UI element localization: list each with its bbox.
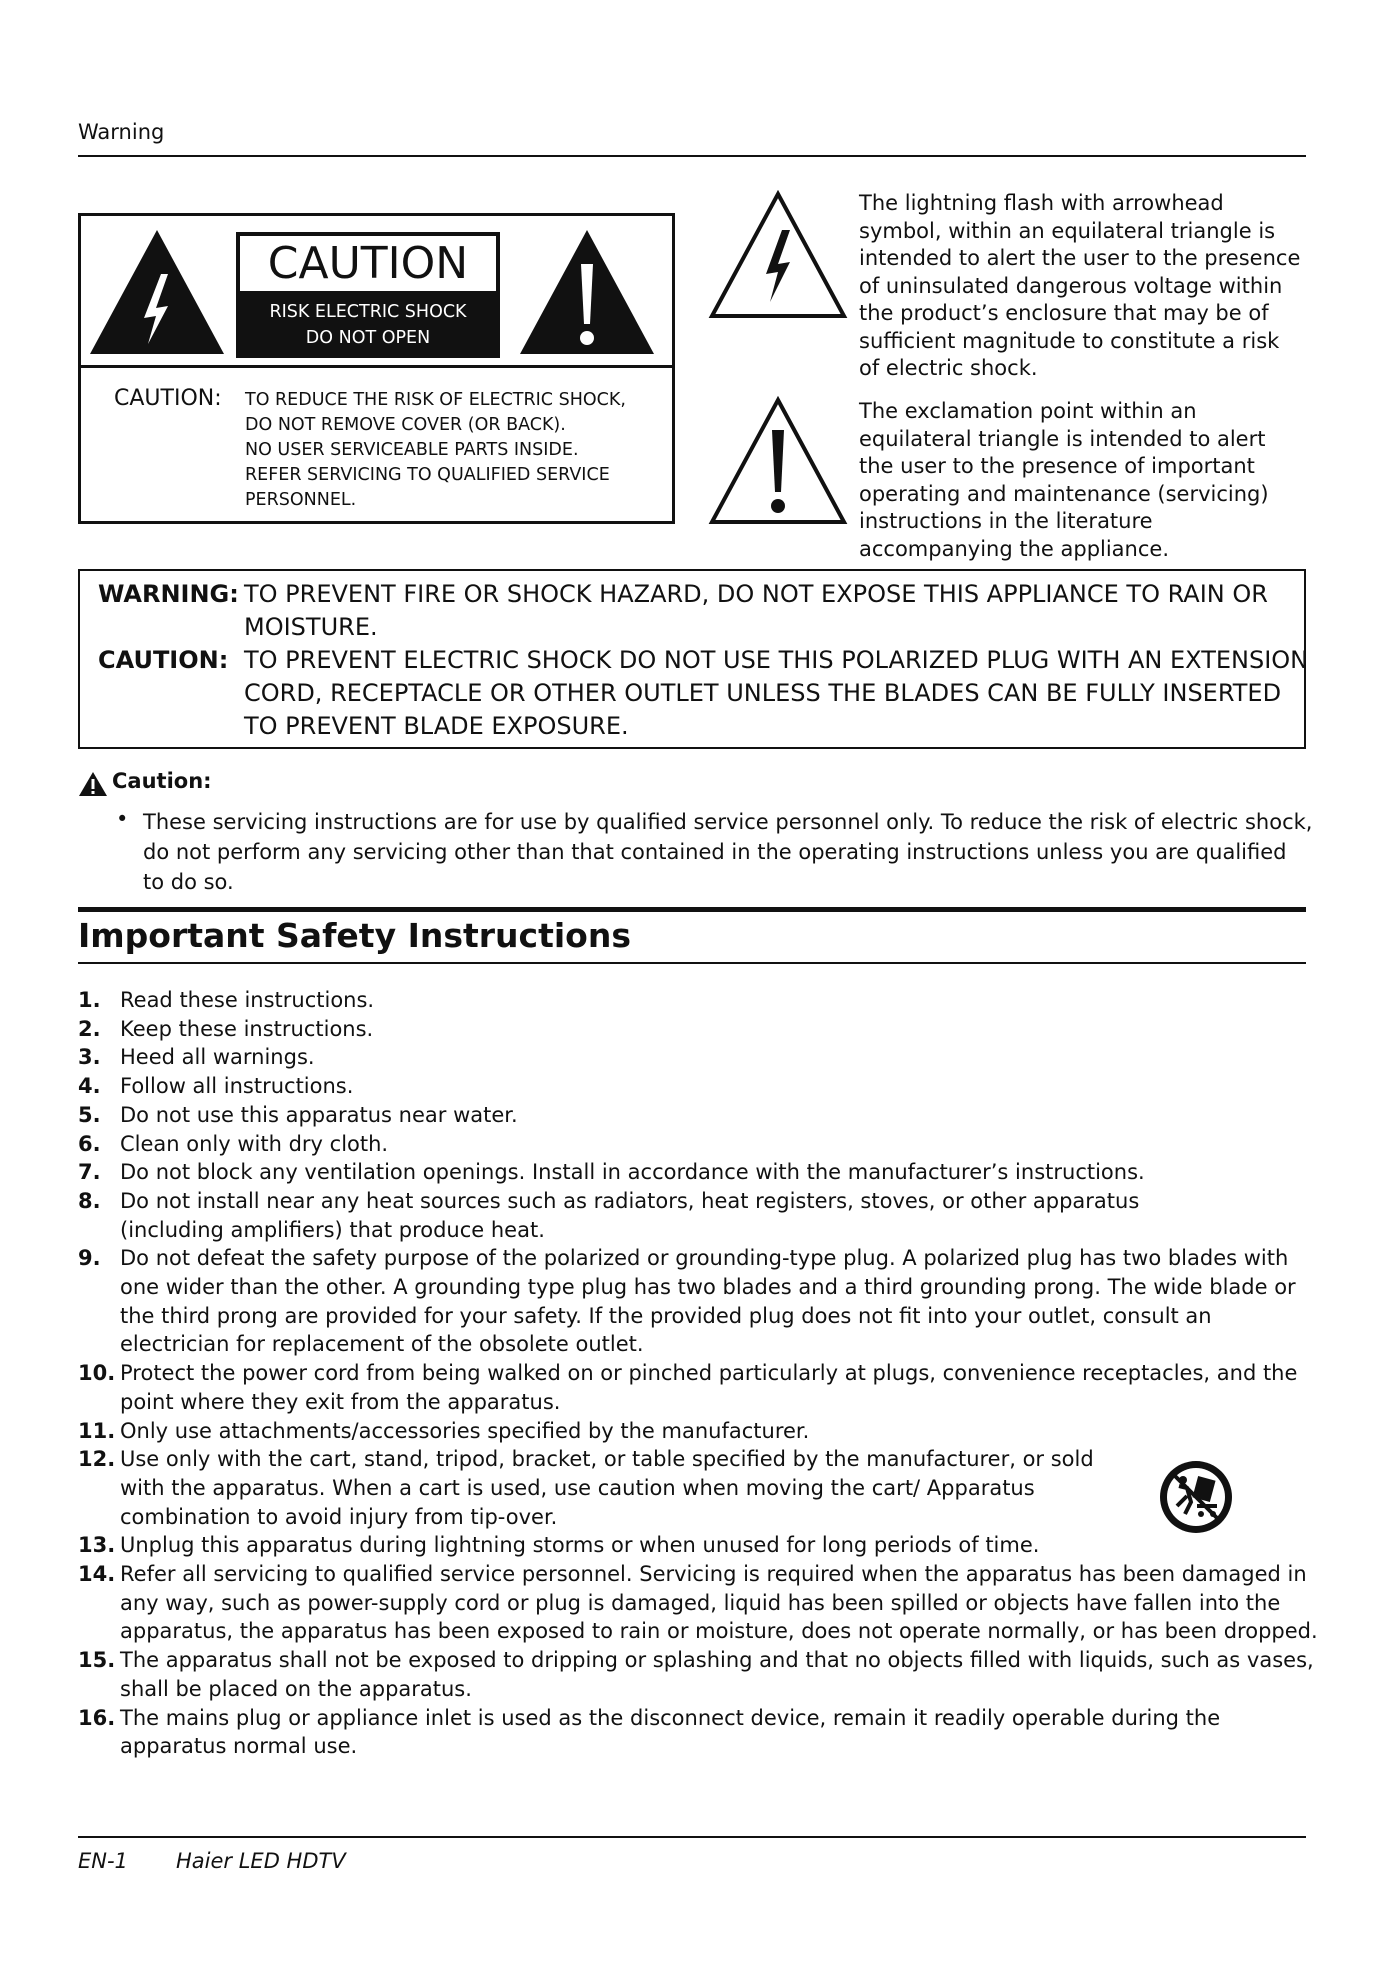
footer-page-number: EN-1 [78,1849,128,1873]
list-item-text: Only use attachments/accessories specified by the manufacturer. [120,1418,810,1443]
caution-box-heading: CAUTION: [114,386,222,411]
list-item-number: 15. [78,1648,116,1673]
list-item-text: The apparatus shall not be exposed to dripping or splashing and that no objects filled with liquids, such as vases, shall be placed on the apparatus. [120,1648,1314,1701]
caution-box-divider [81,365,672,368]
list-item [78,1359,1318,1416]
list-item-text: Do not install near any heat sources such as radiators, heat registers, stoves, or other apparatus (including amplifiers) that produce heat. [120,1188,1140,1242]
list-item-number: 3. [78,1045,101,1070]
safety-instructions-list [78,986,1318,1761]
caution-box-line: TO REDUCE THE RISK OF ELECTRIC SHOCK, [245,390,626,410]
list-item-text: Keep these instructions. [120,1016,374,1041]
caution-label-subtitle-line2: DO NOT OPEN [305,328,431,348]
list-item-text: Do not block any ventilation openings. Install in accordance with the manufacturer’s instructions. [120,1160,1145,1185]
caution-box-line: PERSONNEL. [245,490,357,510]
list-item-text: Do not use this apparatus near water. [120,1102,518,1127]
list-item-number: 13. [78,1533,116,1558]
list-item-number: 12. [78,1447,116,1472]
list-item-number: 6. [78,1131,101,1156]
list-item-text: Protect the power cord from being walked on or pinched particularly at plugs, convenience receptacles, and the point where they exit from the apparatus. [120,1361,1298,1414]
header-section-label: Warning [78,120,165,144]
list-item-text: Heed all warnings. [120,1045,315,1070]
list-item [78,1531,1318,1560]
list-item-number: 4. [78,1074,101,1099]
list-item-text: Refer all servicing to qualified service personnel. Servicing is required when the apparatus has been damaged in any way, such as power-supply cord or plug is damaged, liquid has been spilled or objects have fallen into the apparatus, the apparatus has been exposed to rain or moisture, does not operate normally, or has been dropped. [120,1562,1318,1644]
list-item-text: Unplug this apparatus during lightning storms or when unused for long periods of time. [120,1533,1040,1558]
list-item-number: 10. [78,1361,116,1386]
caution-label-subtitle [240,299,496,351]
list-item-number: 14. [78,1562,116,1587]
caution-note-title: Caution: [112,769,212,793]
list-item-text: Use only with the cart, stand, tripod, bracket, or table specified by the manufacturer, or sold with the apparatus. When a cart is used, use caution when moving the cart/ Apparatus combination to avoid injury from tip-over. [120,1447,1094,1529]
list-item-number: 11. [78,1418,116,1443]
caution-box-body [245,388,645,513]
exclamation-warning-icon [518,228,656,356]
cart-tip-over-icon [1157,1458,1235,1536]
section-rule-top [78,907,1306,912]
section-title: Important Safety Instructions [78,916,631,955]
list-item-text: Clean only with dry cloth. [120,1131,389,1156]
lightning-symbol-icon [708,190,848,320]
list-item-number: 9. [78,1246,101,1271]
caution-box-line: DO NOT REMOVE COVER (OR BACK). [245,415,566,435]
list-item [78,1560,1318,1646]
list-item [78,1130,1318,1159]
list-item-text: Read these instructions. [120,988,375,1012]
warning-label: WARNING: [98,580,239,608]
list-item [78,1101,1318,1130]
list-item-number: 5. [78,1102,101,1127]
list-item-text: Follow all instructions. [120,1074,354,1099]
exclamation-symbol-icon [708,396,848,526]
caution-note-bullet: • [116,807,129,831]
list-item-text: The mains plug or appliance inlet is used as the disconnect device, remain it readily operable during the apparatus normal use. [120,1705,1221,1759]
caution-text: TO PREVENT ELECTRIC SHOCK DO NOT USE THIS POLARIZED PLUG WITH AN EXTENSION CORD, RECEPTACLE OR OTHER OUTLET UNLESS THE BLADES CAN BE FULLY INSERTED TO PREVENT BLADE EXPOSURE. [244,646,1309,740]
list-item-text: Do not defeat the safety purpose of the polarized or grounding-type plug. A polarized plug has two blades with one wider than the other. A grounding type plug has two blades and a third grounding prong. The wide blade or the third prong are provided for your safety. If the provided plug does not fit into your outlet, consult an electrician for replacement of the obsolete outlet. [120,1246,1296,1357]
list-item [78,1445,1318,1531]
list-item [78,1646,1318,1703]
footer-rule [78,1836,1306,1838]
caution-box-line: NO USER SERVICEABLE PARTS INSIDE. [245,440,579,460]
list-item-number: 2. [78,1016,101,1041]
lightning-warning-icon [88,228,226,356]
warning-text: TO PREVENT FIRE OR SHOCK HAZARD, DO NOT EXPOSE THIS APPLIANCE TO RAIN OR MOISTURE. [244,580,1268,641]
list-item [78,1072,1318,1101]
exclamation-symbol-description: The exclamation point within an equilateral triangle is intended to alert the user to the presence of important operating and maintenance (servicing) instructions in the literature accompanying the appliance. [859,399,1269,561]
list-item [78,1158,1318,1187]
list-item-number: 1. [78,988,101,1012]
lightning-symbol-description: The lightning flash with arrowhead symbol, within an equilateral triangle is intended to alert the user to the presence of uninsulated dangerous voltage within the product’s enclosure that may be of sufficient magnitude to constitute a risk of electric shock. [859,191,1301,380]
list-item-number: 8. [78,1188,101,1213]
list-item [78,1417,1318,1446]
list-item [78,1704,1318,1761]
caution-label-title: CAUTION [267,238,469,289]
list-item [78,1043,1318,1072]
list-item [78,1187,1318,1244]
caution-note-text: These servicing instructions are for use by qualified service personnel only. To reduce the risk of electric shock, do not perform any servicing other than that contained in the operating instructions unless you are qualified to do so. [143,810,1313,894]
caution-label: CAUTION: [98,646,229,674]
caution-box-line: REFER SERVICING TO QUALIFIED SERVICE [245,465,610,485]
caution-label-subtitle-line1: RISK ELECTRIC SHOCK [269,302,467,322]
list-item-number: 16. [78,1705,116,1730]
list-item-number: 7. [78,1160,101,1185]
list-item [78,1015,1318,1044]
header-rule [78,155,1306,157]
list-item [78,986,1318,1015]
caution-triangle-icon [78,771,108,797]
footer-product-name: Haier LED HDTV [176,1849,346,1873]
list-item [78,1244,1318,1359]
section-rule-bottom [78,962,1306,964]
